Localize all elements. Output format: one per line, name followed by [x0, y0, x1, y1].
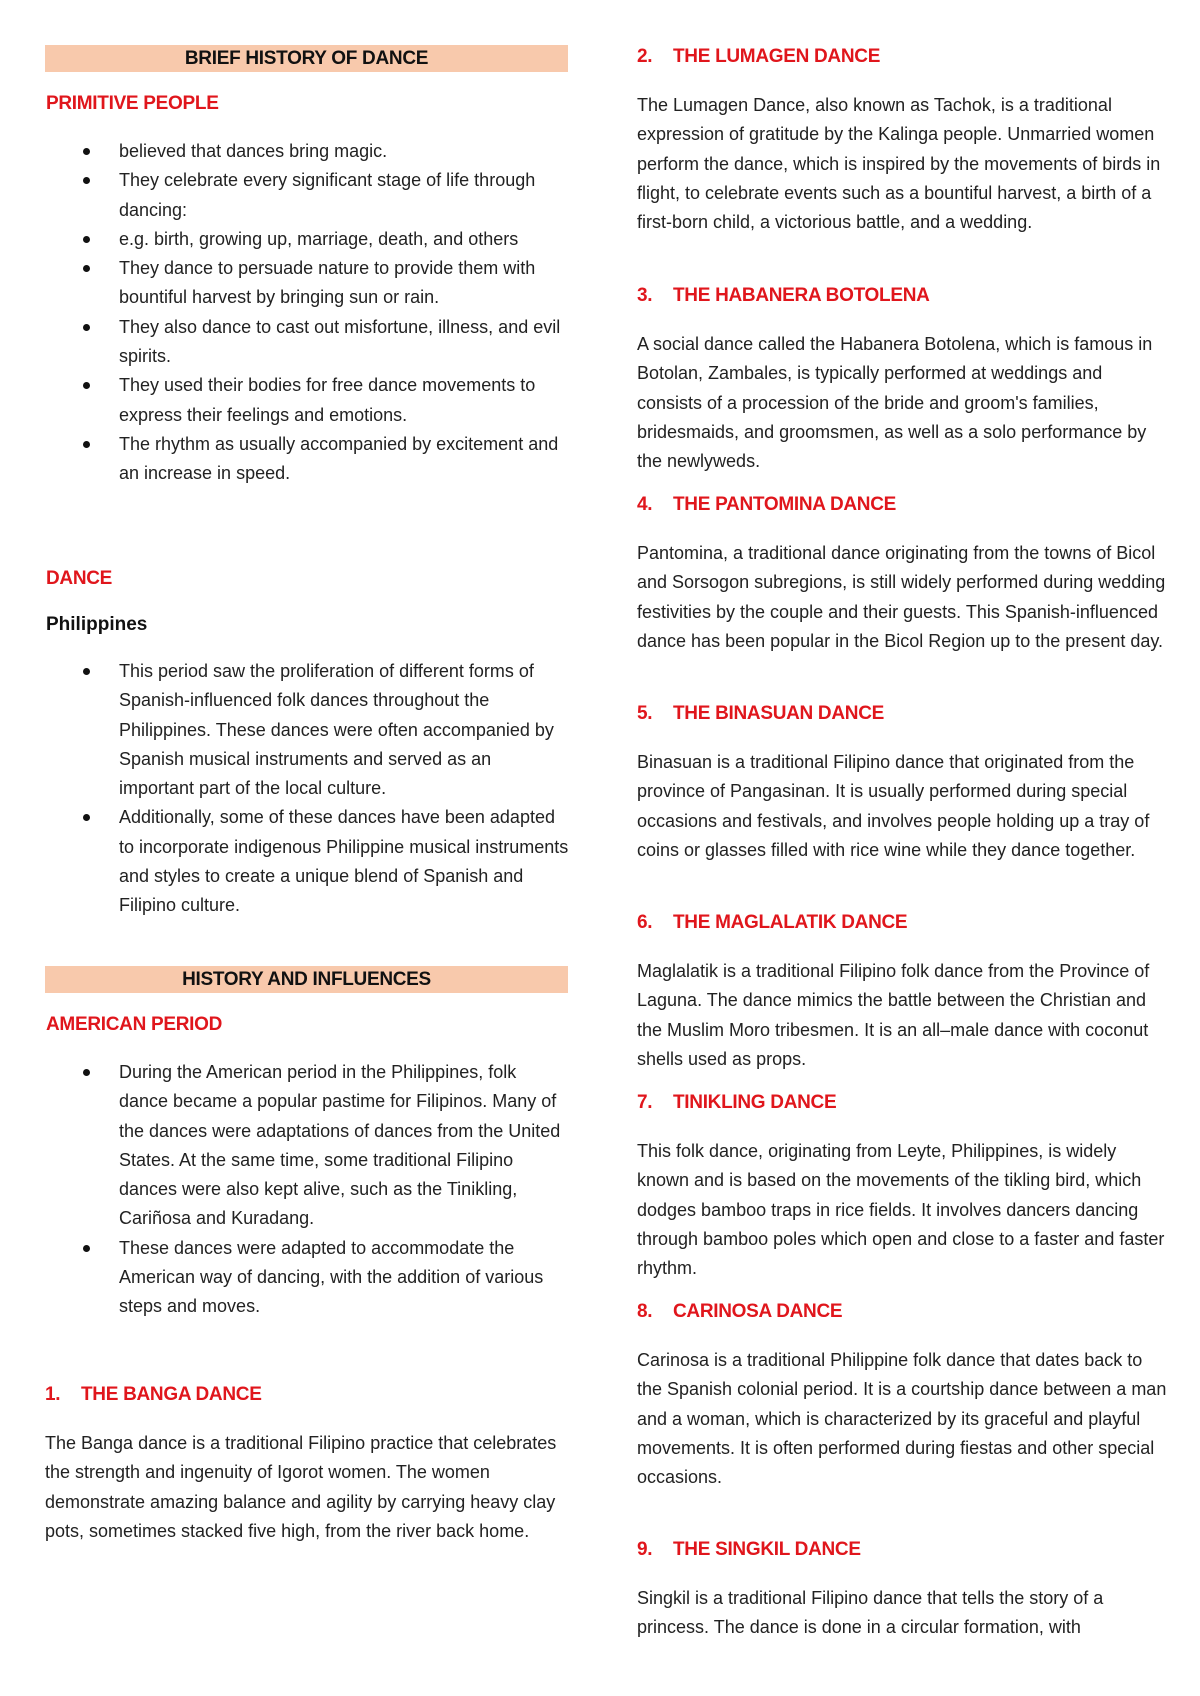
philippines-list: [45, 657, 570, 921]
habanera-botolena-heading: 3. THE HABANERA BOTOLENA: [637, 285, 930, 306]
bullet-icon: [83, 1069, 90, 1076]
list-item: They dance to persuade nature to provide them with bountiful harvest by bringing sun or rain.: [45, 254, 570, 313]
pantomina-dance-text: Pantomina, a traditional dance originating from the towns of Bicol and Sorsogon subregions, is still widely performed during wedding festivities by the couple and their guests. This Spanish-influenced dance has been popular in the Bicol Region up to the present day.: [637, 543, 1166, 651]
carinosa-dance-heading: 8. CARINOSA DANCE: [637, 1301, 843, 1322]
binasuan-dance-text: Binasuan is a traditional Filipino dance that originated from the province of Pangasinan. It is usually performed during special occasions and festivals, and involves people holding up a tray of coins or glasses filled with rice wine while they dance together.: [637, 752, 1150, 860]
list-item: This period saw the proliferation of different forms of Spanish-influenced folk dances throughout the Philippines. These dances were often accompanied by Spanish musical instruments and served as an important part of the local culture.: [45, 657, 570, 803]
tinikling-dance-text: This folk dance, originating from Leyte, Philippines, is widely known and is based on the movements of the tikling bird, which dodges bamboo traps in rice fields. It involves dancers dancing through bamboo poles which open and close to a faster and faster rhythm.: [637, 1141, 1165, 1279]
banga-dance-text: The Banga dance is a traditional Filipino practice that celebrates the strength and ingenuity of Igorot women. The women demonstrate amazing balance and agility by carrying heavy clay pots, sometimes stacked five high, from the river back home.: [45, 1433, 557, 1541]
bullet-icon: [83, 814, 90, 821]
bullet-icon: [83, 324, 90, 331]
primitive-people-list: [45, 137, 570, 489]
dance-heading: DANCE: [46, 568, 113, 589]
list-item: believed that dances bring magic.: [45, 137, 570, 166]
primitive-people-heading: PRIMITIVE PEOPLE: [46, 93, 219, 114]
list-item: They also dance to cast out misfortune, illness, and evil spirits.: [45, 313, 570, 372]
section-banner-history-influences: HISTORY AND INFLUENCES: [45, 966, 568, 993]
list-item: They used their bodies for free dance movements to express their feelings and emotions.: [45, 371, 570, 430]
singkil-dance-text: Singkil is a traditional Filipino dance that tells the story of a princess. The dance is done in a circular formation, with: [637, 1588, 1104, 1638]
philippines-subheading: Philippines: [46, 614, 148, 635]
habanera-botolena-text: A social dance called the Habanera Botolena, which is famous in Botolan, Zambales, is typically performed at weddings and consists of a procession of the bride and groom's families, bridesmaids, and groomsmen, as well as a solo performance by the newlyweds.: [637, 334, 1153, 472]
bullet-icon: [83, 177, 90, 184]
maglalatik-dance-heading: 6. THE MAGLALATIK DANCE: [637, 912, 908, 933]
bullet-icon: [83, 148, 90, 155]
maglalatik-dance-text: Maglalatik is a traditional Filipino folk dance from the Province of Laguna. The dance mimics the battle between the Christian and the Muslim Moro tribesmen. It is an all–male dance with coconut shells used as props.: [637, 961, 1150, 1069]
list-item: e.g. birth, growing up, marriage, death, and others: [45, 225, 570, 254]
bullet-icon: [83, 1245, 90, 1252]
bullet-icon: [83, 441, 90, 448]
bullet-icon: [83, 668, 90, 675]
binasuan-dance-heading: 5. THE BINASUAN DANCE: [637, 703, 884, 724]
carinosa-dance-text: Carinosa is a traditional Philippine folk dance that dates back to the Spanish colonial period. It is a courtship dance between a man and a woman, which is characterized by its graceful and playful movements. It is often performed during fiestas and other special occasions.: [637, 1350, 1167, 1488]
lumagen-dance-text: The Lumagen Dance, also known as Tachok, is a traditional expression of gratitude by the Kalinga people. Unmarried women perform the dance, which is inspired by the movements of birds in flight, to celebrate events such as a bountiful harvest, a birth of a first-born child, a victorious battle, and a wedding.: [637, 95, 1161, 233]
list-item: They celebrate every significant stage of life through dancing:: [45, 166, 570, 225]
list-item: The rhythm as usually accompanied by excitement and an increase in speed.: [45, 430, 570, 489]
singkil-dance-heading: 9. THE SINGKIL DANCE: [637, 1539, 861, 1560]
bullet-icon: [83, 236, 90, 243]
american-period-heading: AMERICAN PERIOD: [46, 1014, 223, 1035]
bullet-icon: [83, 265, 90, 272]
list-item: These dances were adapted to accommodate the American way of dancing, with the addition of various steps and moves.: [45, 1234, 570, 1322]
pantomina-dance-heading: 4. THE PANTOMINA DANCE: [637, 494, 897, 515]
american-period-list: [45, 1058, 570, 1322]
list-item: During the American period in the Philippines, folk dance became a popular pastime for Filipinos. Many of the dances were adaptations of dances from the United States. At the same time, some traditional Filipino dances were also kept alive, such as the Tinikling, Cariñosa and Kuradang.: [45, 1058, 570, 1234]
list-item: Additionally, some of these dances have been adapted to incorporate indigenous Philippine musical instruments and styles to create a unique blend of Spanish and Filipino culture.: [45, 803, 570, 920]
section-banner-brief-history: BRIEF HISTORY OF DANCE: [45, 45, 568, 72]
tinikling-dance-heading: 7. TINIKLING DANCE: [637, 1092, 837, 1113]
lumagen-dance-heading: 2. THE LUMAGEN DANCE: [637, 46, 881, 67]
bullet-icon: [83, 382, 90, 389]
banga-dance-heading: 1. THE BANGA DANCE: [45, 1384, 262, 1405]
